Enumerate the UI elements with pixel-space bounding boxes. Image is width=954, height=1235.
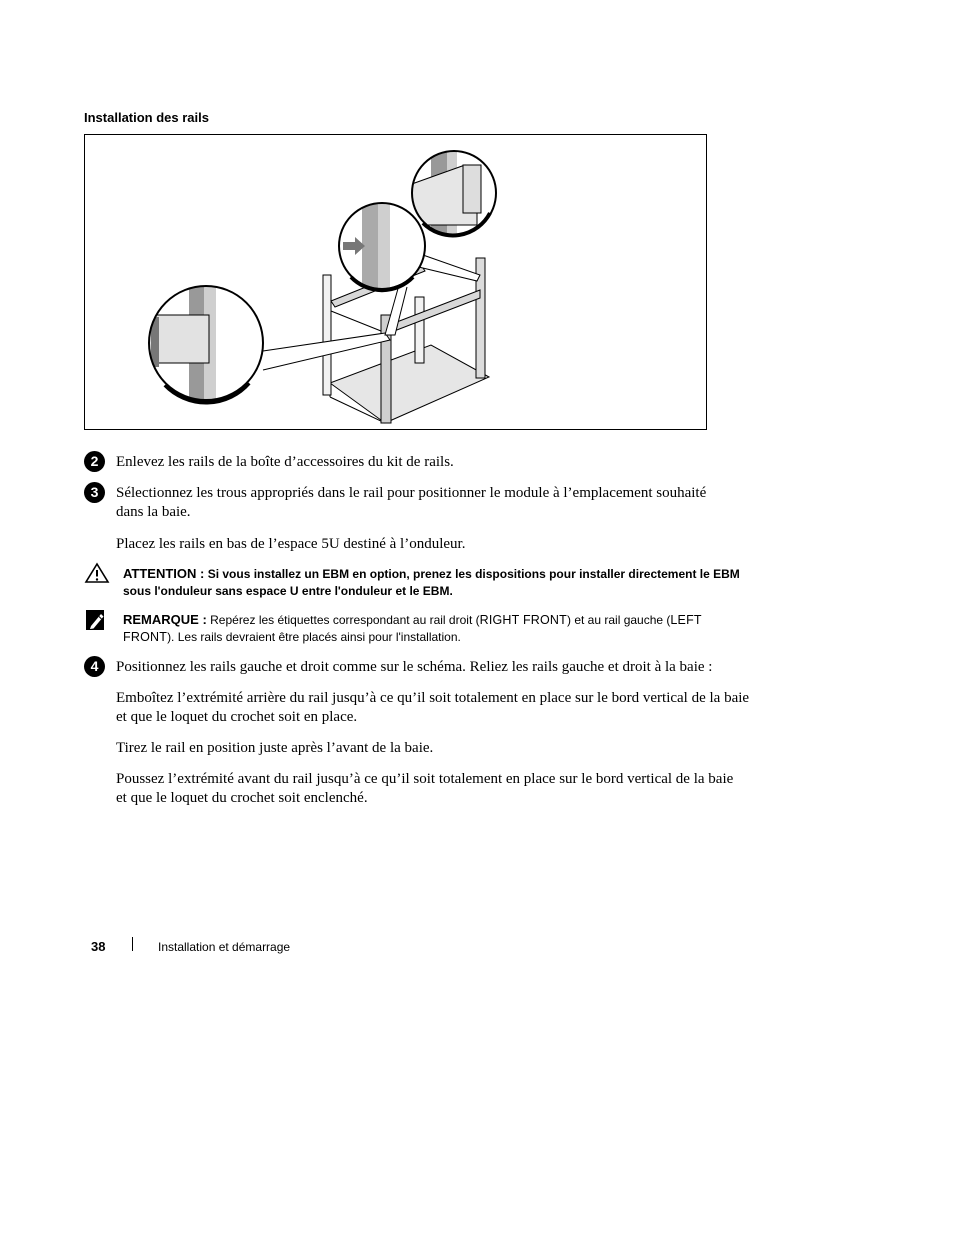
step-text: Enlevez les rails de la boîte d’accessoires du kit de rails. [116,454,454,470]
page-number: 38 [91,939,106,954]
remarque-text-c: ). Les rails devraient être placés ainsi pour l'installation. [167,630,461,644]
remarque-text-a: Repérez les étiquettes correspondant au rail droit ( [210,613,480,627]
figure-title: Installation des rails [84,110,209,125]
step-text: Positionnez les rails gauche et droit comme sur le schéma. Reliez les rails gauche et droit à la baie : [116,659,713,675]
pencil-note-icon [84,609,110,631]
attention-label: ATTENTION : [123,566,205,581]
rail-installation-figure [84,134,707,430]
remarque-note [123,611,723,646]
remarque-text-b: ) et au rail gauche ( [567,613,671,627]
footer-section-title: Installation et démarrage [158,940,291,954]
right-front-label: RIGHT FRONT [479,613,567,627]
step-paragraph: Emboîtez l’extrémité arrière du rail jusqu’à ce qu’il soit totalement en place sur le bord vertical de la baie et que le loquet du crochet soit en place. [116,690,750,725]
step-text: Sélectionnez les trous appropriés dans le rail pour positionner le module à l’emplacement souhaité dans la baie. [116,485,707,520]
step-number: 4 [84,656,105,677]
attention-text: Si vous installez un EBM en option, prenez les dispositions pour installer directement le EBM sous l'onduleur sans espace U entre l'onduleur et le EBM. [123,567,740,598]
step-number: 2 [84,451,105,472]
rack-rail-illustration [85,135,706,429]
step-number: 3 [84,482,105,503]
remarque-label: REMARQUE : [123,612,207,627]
warning-triangle-icon [84,562,110,584]
attention-note [123,565,751,600]
step-paragraph: Tirez le rail en position juste après l’avant de la baie. [116,740,434,756]
step-paragraph: Poussez l’extrémité avant du rail jusqu’à ce qu’il soit totalement en place sur le bord vertical de la baie et que le loquet du crochet soit enclenché. [116,771,734,806]
step-paragraph: Placez les rails en bas de l’espace 5U destiné à l’onduleur. [116,536,466,552]
left-front-label: LEFT FRONT [123,613,702,644]
footer-divider [132,937,133,951]
